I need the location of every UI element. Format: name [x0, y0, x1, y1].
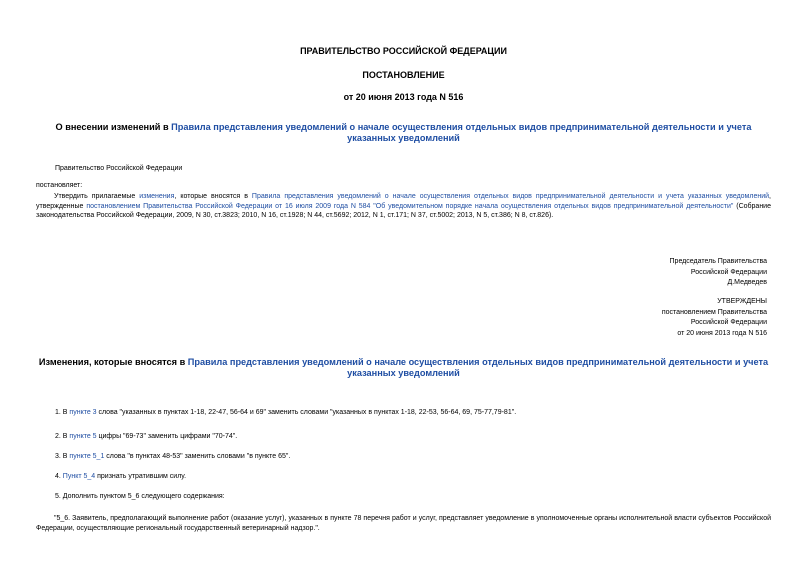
- item-text: слова "в пунктах 48-53" заменить словами "в пункте 65".: [104, 453, 291, 460]
- decree-word: постановляет:: [36, 182, 83, 189]
- approved-country: Российской Федерации: [690, 319, 767, 326]
- quote-body: "5_6. Заявитель, предполагающий выполнение работ (оказание услуг), указанных в пункте 78 перечня работ и услуг, представляет уведомление в уполномоченные органы исполнительной власти субъектов Российской Федерации, осуществляющие региональный государственный ветеринарный надзор.".: [36, 515, 771, 532]
- item-text: признать утратившим силу.: [95, 473, 187, 480]
- main-text-3: , утвержденные: [36, 193, 771, 210]
- point-5-link[interactable]: пункте 5: [69, 433, 97, 440]
- approved-label: УТВЕРЖДЕНЫ: [717, 298, 767, 305]
- changes-link[interactable]: изменения: [139, 193, 175, 200]
- document-date-number: от 20 июня 2013 года N 516: [343, 92, 464, 102]
- main-text-1: Утвердить прилагаемые: [54, 193, 140, 200]
- signature-position: Председатель Правительства: [669, 258, 767, 265]
- point-3-link[interactable]: пункте 3: [69, 409, 97, 416]
- changes-title: [36, 357, 771, 379]
- main-paragraph: [36, 192, 771, 221]
- government-line: Правительство Российской Федерации: [55, 165, 183, 172]
- item-text: 1. В: [55, 409, 70, 416]
- signature-block: [670, 257, 767, 289]
- rules-link[interactable]: Правила представления уведомлений о начале осуществления отдельных видов предпринимательной деятельности и учета указанных уведомлений: [171, 122, 752, 143]
- list-item: [55, 472, 186, 482]
- main-text-2: , которые вносятся в: [174, 193, 252, 200]
- rules-link-2[interactable]: Правила представления уведомлений о начале осуществления отдельных видов предпринимательной деятельности и учета указанных уведомлений: [251, 193, 770, 200]
- rules-link-3[interactable]: Правила представления уведомлений о начале осуществления отдельных видов предпринимательной деятельности и учета указанных уведомлений: [187, 357, 769, 378]
- government-heading: ПРАВИТЕЛЬСТВО РОССИЙСКОЙ ФЕДЕРАЦИИ: [300, 46, 507, 56]
- item-text: цифры "69-73" заменить цифрами "70-74".: [96, 433, 238, 440]
- signature-name: Д.Медведев: [727, 279, 767, 286]
- list-item: [55, 432, 237, 442]
- item-text: слова "указанных в пунктах 1-18, 22-47, 56-64 и 69" заменить словами "указанных в пунктах 1-18, 22-53, 56-64, 69, 75-77,79-81".: [96, 409, 517, 416]
- item-text: 4.: [55, 473, 63, 480]
- list-item: [55, 452, 290, 462]
- point-5-1-link[interactable]: пункте 5_1: [69, 453, 105, 460]
- title-prefix: О внесении изменений в: [55, 122, 172, 132]
- item-text: 3. В: [55, 453, 70, 460]
- point-5-4-link[interactable]: Пункт 5_4: [62, 473, 96, 480]
- decree-584-link[interactable]: постановлением Правительства Российской Федерации от 16 июля 2009 года N 584 "Об уведомительном порядке начала осуществления отдельных видов предпринимательной деятельности": [86, 202, 734, 210]
- approved-date: от 20 июня 2013 года N 516: [677, 329, 767, 337]
- list-item: 5. Дополнить пунктом 5_6 следующего содержания:: [55, 493, 225, 500]
- document-title: [36, 122, 771, 144]
- approval-block: [662, 297, 767, 339]
- signature-country: Российской Федерации: [690, 268, 767, 276]
- quoted-text: [36, 514, 771, 533]
- changes-title-prefix: Изменения, которые вносятся в: [38, 357, 188, 367]
- document-type: ПОСТАНОВЛЕНИЕ: [362, 70, 445, 80]
- main-text-4: (Собрание законодательства Российской Федерации, 2009, N 30, ст.3823; 2010, N 16, ст.1928; N 44, ст.5692; 2012, N 1, ст.171; N 37, ст.5002; 2013, N 5, ст.386; N 8, ст.826).: [36, 202, 771, 219]
- item-text: 2. В: [55, 433, 70, 440]
- list-item: [55, 408, 516, 418]
- approved-by: постановлением Правительства: [661, 308, 767, 316]
